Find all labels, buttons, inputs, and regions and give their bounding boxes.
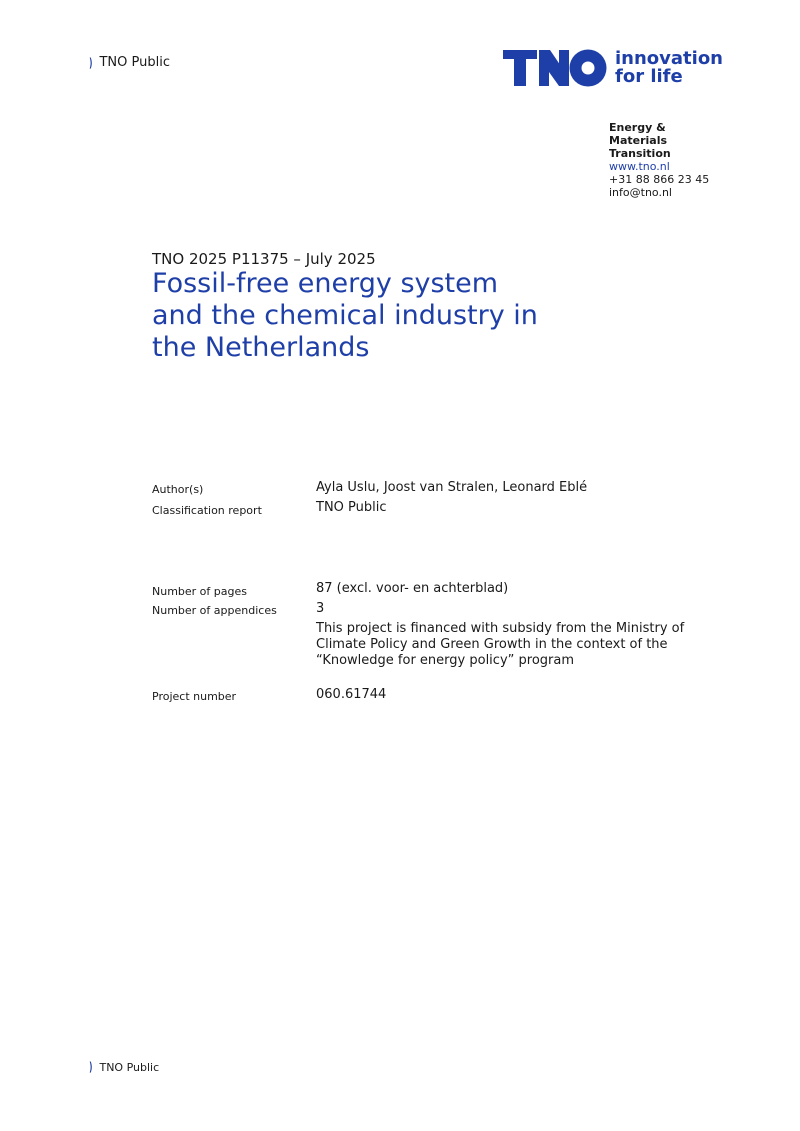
email-address: info@tno.nl [609,186,672,199]
pages-value: 87 (excl. voor- en achterblad) [316,581,509,596]
project-number-value: 060.61744 [316,687,387,702]
appendices-label: Number of appendices [152,604,277,617]
project-number-label: Project number [152,690,237,703]
phone-number: +31 88 866 23 45 [609,173,710,186]
authors-label: Author(s) [152,483,204,496]
website-link[interactable]: www.tno.nl [609,160,670,173]
report-title: Fossil-free energy system and the chemical industry in the Netherlands [152,268,538,363]
department-line2: Transition [609,147,671,160]
appendices-value: 3 [316,601,325,616]
classification-label: Classification report [152,504,262,517]
report-id: TNO 2025 P11375 – July 2025 [152,250,376,268]
bracket-icon: ) [89,55,93,70]
bracket-icon: ) [89,1060,93,1074]
tagline-line1: innovation [615,48,723,69]
department-line1: Energy & Materials [609,121,668,147]
authors-value: Ayla Uslu, Joost van Stralen, Leonard Eblé [316,480,588,495]
tagline-line2: for life [615,66,683,87]
funding-note: This project is financed with subsidy from the Ministry of Climate Policy and Green Growth in the context of the “Knowledge for energy policy” program [316,621,685,668]
tno-logo-mark [503,48,607,88]
tno-tagline [615,50,723,86]
tno-logo-brand: TNO [503,48,506,49]
header-classification-text: TNO Public [99,55,170,70]
footer-classification [88,1060,159,1074]
header-classification [88,55,170,70]
tno-logo [503,48,723,88]
classification-value: TNO Public [316,500,387,515]
pages-label: Number of pages [152,585,247,598]
footer-classification-text: TNO Public [99,1060,160,1074]
contact-block [609,121,719,199]
